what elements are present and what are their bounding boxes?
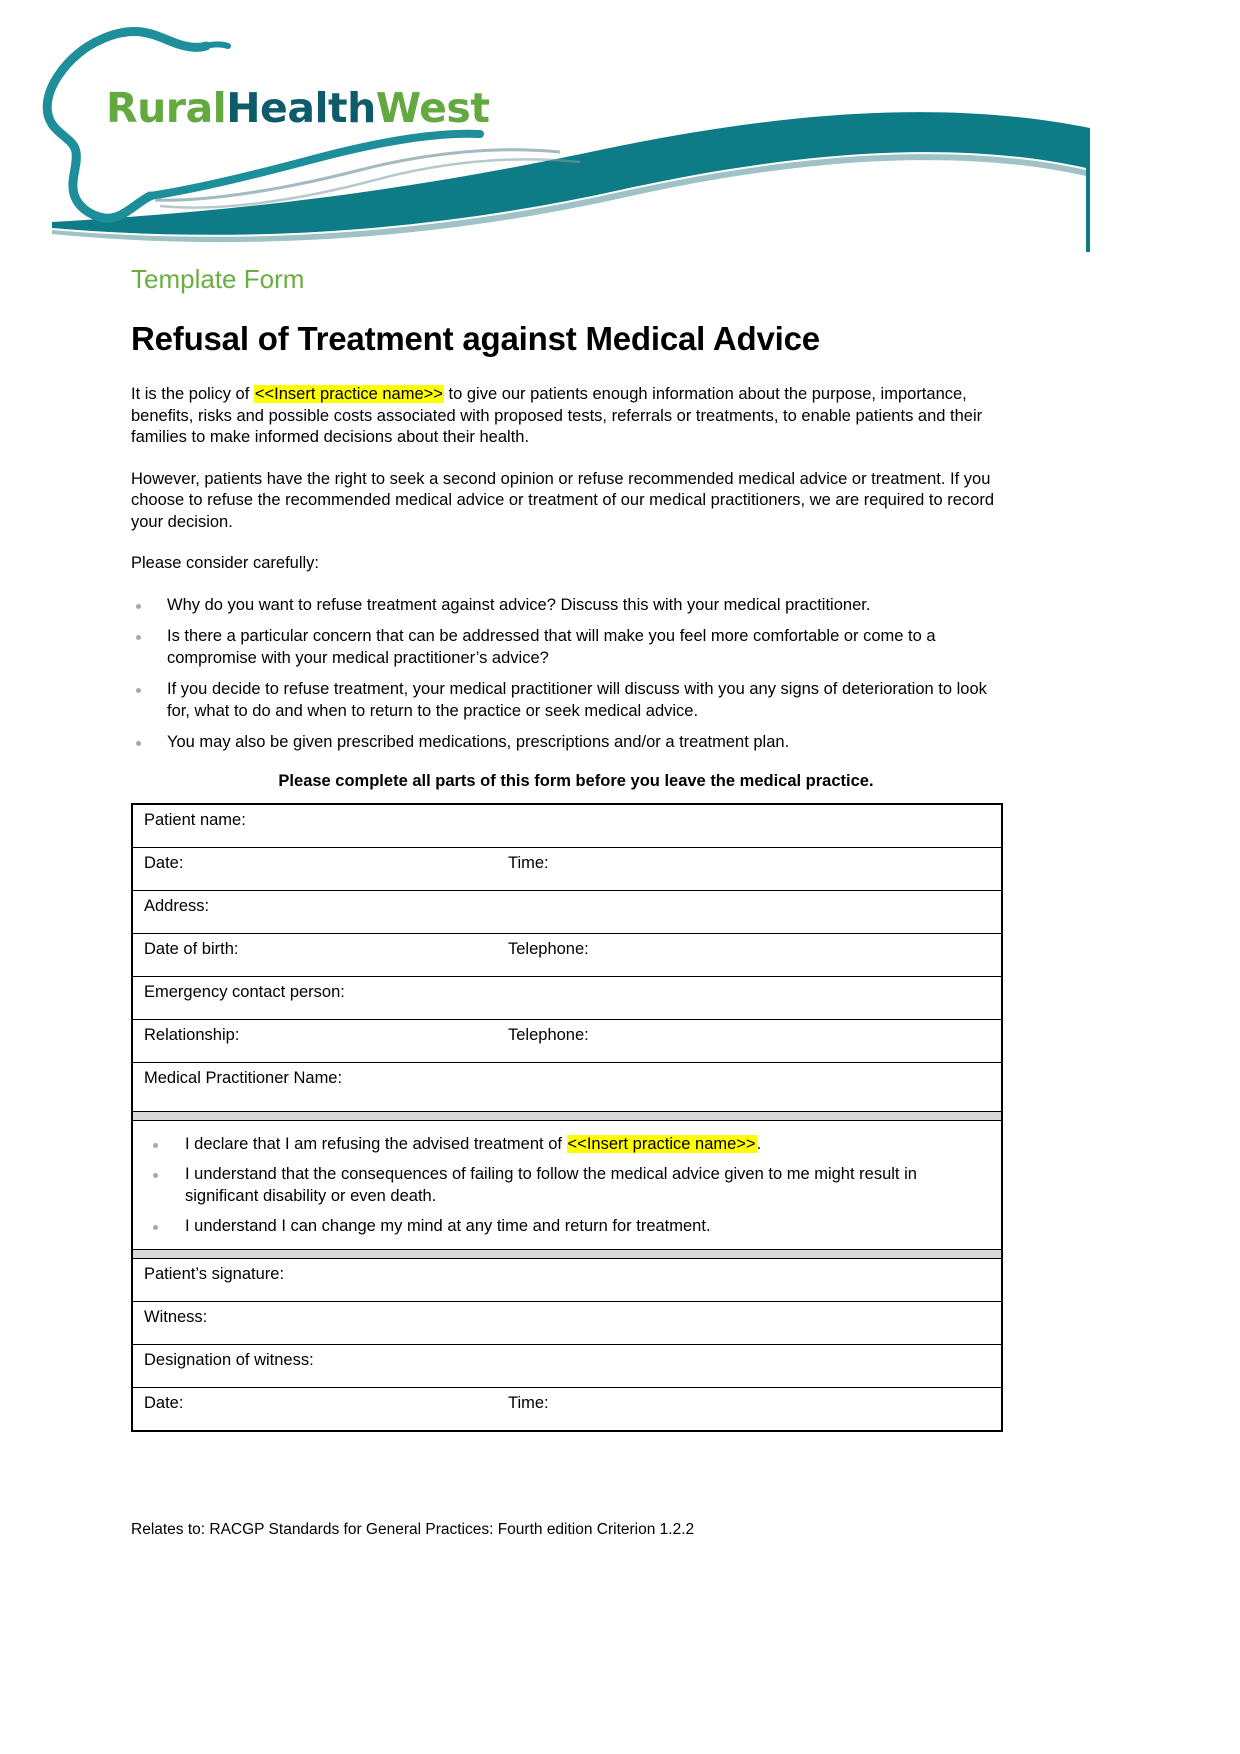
field-address[interactable] <box>132 890 1002 933</box>
brand-word-rural: Rural <box>106 84 227 132</box>
field-medical-practitioner-name[interactable] <box>132 1062 1002 1111</box>
consider-intro: Please consider carefully: <box>131 554 320 572</box>
rights-paragraph: However, patients have the right to seek a second opinion or refuse recommended medical advice or treatment. If you choose to refuse the recommended medical advice or treatment of our medical practitioners, we are required to record your decision. <box>131 469 995 531</box>
table-row <box>132 1062 1002 1111</box>
separator-band <box>132 1249 1002 1258</box>
declaration-bullet-list <box>143 1134 991 1238</box>
field-witness[interactable] <box>132 1301 1002 1344</box>
page-header <box>0 0 1240 250</box>
brand-logo <box>44 28 490 188</box>
consider-bullet-list <box>131 595 1011 754</box>
field-label: Date of birth: <box>144 939 239 958</box>
field-label: Telephone: <box>508 1025 589 1044</box>
declaration-cell <box>132 1120 1002 1249</box>
document-body <box>131 264 1011 1432</box>
table-row <box>132 890 1002 933</box>
table-row <box>132 933 1002 976</box>
brand-word-west: West <box>375 84 490 132</box>
table-row <box>132 1301 1002 1344</box>
consider-bullet-text: Why do you want to refuse treatment against advice? Discuss this with your medical practitioner. <box>167 595 871 614</box>
field-label: Designation of witness: <box>144 1350 314 1369</box>
table-row <box>132 847 1002 890</box>
policy-text-after: to give our patients enough information about the purpose, importance, benefits, risks and possible costs associated with proposed tests, referrals or treatments, to enable patients and their families to make informed decisions about their health. <box>131 385 983 446</box>
declaration-text-after: . <box>756 1134 762 1153</box>
field-date-of-birth[interactable] <box>132 933 497 976</box>
field-label: Time: <box>508 853 549 872</box>
list-item <box>131 732 1011 754</box>
field-patient-signature[interactable] <box>132 1258 1002 1301</box>
list-item <box>131 626 1011 669</box>
field-relationship[interactable] <box>132 1019 497 1062</box>
table-row <box>132 1387 1002 1431</box>
brand-word-health: Health <box>226 84 376 132</box>
field-label: Witness: <box>144 1307 208 1326</box>
field-time[interactable] <box>497 847 1002 890</box>
list-item <box>143 1134 991 1156</box>
field-label: Date: <box>144 1393 184 1412</box>
policy-text-before: It is the policy of <box>131 385 254 403</box>
consider-bullet-text: If you decide to refuse treatment, your medical practitioner will discuss with you any signs of deterioration to look for, what to do and when to return to the practice or seek medical advice. <box>167 680 987 720</box>
field-designation-of-witness[interactable] <box>132 1344 1002 1387</box>
table-row <box>132 1344 1002 1387</box>
field-label: Medical Practitioner Name: <box>144 1068 343 1087</box>
section-separator-2 <box>132 1249 1002 1258</box>
field-label: Relationship: <box>144 1025 240 1044</box>
field-date-signed[interactable] <box>132 1387 497 1431</box>
patient-details-form <box>131 803 1003 1432</box>
separator-band <box>132 1111 1002 1120</box>
table-row <box>132 1019 1002 1062</box>
field-date[interactable] <box>132 847 497 890</box>
page-title: Refusal of Treatment against Medical Advice <box>131 320 820 357</box>
field-telephone-1[interactable] <box>497 933 1002 976</box>
field-emergency-contact-person[interactable] <box>132 976 1002 1019</box>
consider-bullet-text: Is there a particular concern that can be addressed that will make you feel more comfortable or come to a compromise with your medical practitioner’s advice? <box>167 627 936 667</box>
field-label: Time: <box>508 1393 549 1412</box>
practice-name-placeholder-1: <<Insert practice name>> <box>254 385 443 403</box>
table-row <box>132 1258 1002 1301</box>
field-label: Patient name: <box>144 810 246 829</box>
field-patient-name[interactable] <box>132 804 1002 848</box>
list-item <box>143 1216 991 1238</box>
consider-bullet-text: You may also be given prescribed medications, prescriptions and/or a treatment plan. <box>167 733 790 751</box>
field-time-signed[interactable] <box>497 1387 1002 1431</box>
list-item <box>131 679 1011 722</box>
field-label: Patient’s signature: <box>144 1264 285 1283</box>
template-form-label: Template Form <box>131 264 305 294</box>
footer-reference: Relates to: RACGP Standards for General Practices: Fourth edition Criterion 1.2.2 <box>131 1521 695 1538</box>
field-label: Address: <box>144 896 210 915</box>
practice-name-placeholder-2: <<Insert practice name>> <box>567 1134 756 1153</box>
policy-paragraph <box>131 384 1011 449</box>
complete-all-parts-note: Please complete all parts of this form before you leave the medical practice. <box>278 771 874 790</box>
list-item <box>143 1164 991 1207</box>
section-separator-1 <box>132 1111 1002 1120</box>
list-item <box>131 595 1011 617</box>
field-label: Telephone: <box>508 939 589 958</box>
field-telephone-2[interactable] <box>497 1019 1002 1062</box>
brand-logo-text <box>106 84 489 132</box>
table-row <box>132 804 1002 848</box>
declaration-text-before: I declare that I am refusing the advised treatment of <box>185 1134 567 1153</box>
field-label: Emergency contact person: <box>144 982 345 1001</box>
declaration-bullet-text: I understand I can change my mind at any time and return for treatment. <box>185 1217 711 1235</box>
declaration-bullet-text: I understand that the consequences of failing to follow the medical advice given to me might result in significant disability or even death. <box>185 1165 917 1205</box>
declaration-row <box>132 1120 1002 1249</box>
field-label: Date: <box>144 853 184 872</box>
table-row <box>132 976 1002 1019</box>
